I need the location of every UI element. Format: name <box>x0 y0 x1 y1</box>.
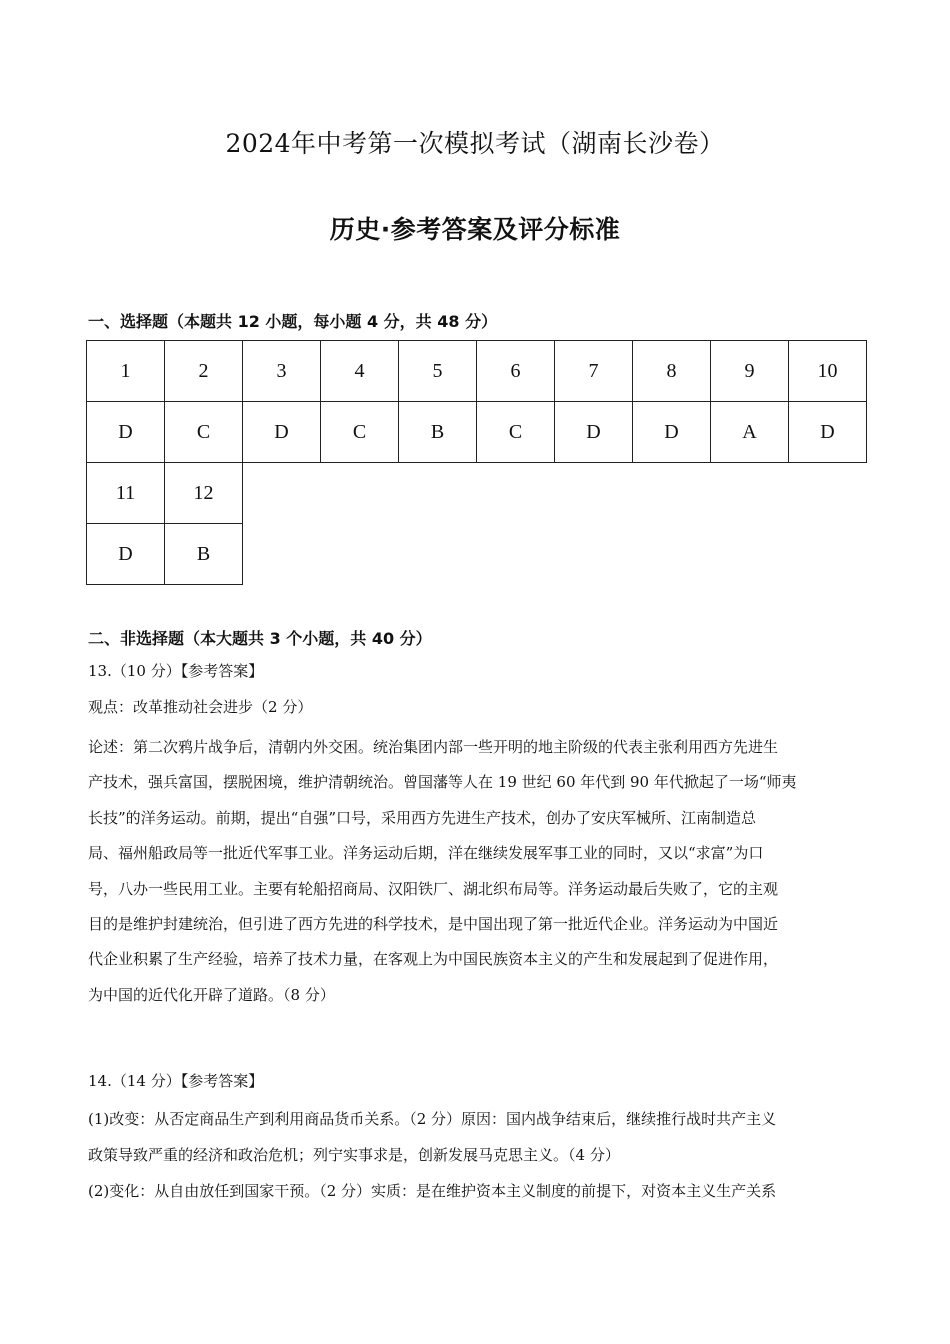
answer-cell: C <box>321 402 399 463</box>
q14-heading: 14.（14 分）【参考答案】 <box>88 1072 264 1090</box>
empty-cell <box>243 463 321 524</box>
answer-cell: D <box>87 402 165 463</box>
question-number: 4 <box>321 341 399 402</box>
empty-cell <box>321 463 399 524</box>
paragraph-line: 为中国的近代化开辟了道路。（8 分） <box>88 985 335 1004</box>
paragraph-line: 代企业积累了生产经验，培养了技术力量，在客观上为中国民族资本主义的产生和发展起到了促进作用， <box>88 950 779 969</box>
empty-cell <box>243 524 321 585</box>
section-heading-non-choice: 二、非选择题（本大题共 3 个小题，共 40 分） <box>88 629 432 648</box>
question-number: 2 <box>165 341 243 402</box>
empty-cell <box>555 524 633 585</box>
answer-cell: D <box>633 402 711 463</box>
answer-cell: C <box>477 402 555 463</box>
question-number: 10 <box>789 341 867 402</box>
empty-cell <box>711 463 789 524</box>
empty-cell <box>321 524 399 585</box>
empty-cell <box>477 524 555 585</box>
answer-cell: D <box>789 402 867 463</box>
question-number: 7 <box>555 341 633 402</box>
q14-part1 <box>88 1101 864 1173</box>
paragraph-line: 论述：第二次鸦片战争后，清朝内外交困。统治集团内部一些开明的地主阶级的代表主张利用西方先进生 <box>88 738 779 756</box>
answer-table <box>86 340 867 585</box>
answer-cell: D <box>555 402 633 463</box>
section-heading-choice: 一、选择题（本题共 12 小题，每小题 4 分，共 48 分） <box>88 312 498 331</box>
empty-cell <box>633 463 711 524</box>
table-row-numbers-1 <box>87 341 867 402</box>
empty-cell <box>789 463 867 524</box>
question-number: 9 <box>711 341 789 402</box>
question-number: 1 <box>87 341 165 402</box>
answer-cell: C <box>165 402 243 463</box>
question-number: 11 <box>87 463 165 524</box>
page-title: 2024年中考第一次模拟考试（湖南长沙卷） <box>225 129 725 158</box>
empty-cell <box>555 463 633 524</box>
empty-cell <box>399 524 477 585</box>
q13-argument <box>88 730 864 1013</box>
paragraph-line: (1)改变：从否定商品生产到利用商品货币关系。（2 分）原因：国内战争结束后，继续推行战时共产主义 <box>88 1110 777 1128</box>
table-row-answers-1 <box>87 402 867 463</box>
empty-cell <box>711 524 789 585</box>
question-number: 3 <box>243 341 321 402</box>
table-row-answers-2 <box>87 524 867 585</box>
page-subtitle: 历史·参考答案及评分标准 <box>329 215 621 244</box>
paragraph-line: 目的是维护封建统治，但引进了西方先进的科学技术，是中国出现了第一批近代企业。洋务运动为中国近 <box>88 915 779 934</box>
paragraph-line: 号，八办一些民用工业。主要有轮船招商局、汉阳铁厂、湖北织布局等。洋务运动最后失败了，它的主观 <box>88 879 779 898</box>
empty-cell <box>633 524 711 585</box>
paragraph-line: 产技术，强兵富国，摆脱困境，维护清朝统治。曾国藩等人在 19 世纪 60 年代到 90 年代掀起了一场“师夷 <box>88 773 797 792</box>
empty-cell <box>399 463 477 524</box>
answer-cell: B <box>399 402 477 463</box>
q13-view: 观点：改革推动社会进步（2 分） <box>88 698 313 716</box>
empty-cell <box>477 463 555 524</box>
q14-part2 <box>88 1173 864 1209</box>
question-number: 6 <box>477 341 555 402</box>
question-number: 8 <box>633 341 711 402</box>
answer-cell: B <box>165 524 243 585</box>
answer-cell: D <box>243 402 321 463</box>
question-number: 5 <box>399 341 477 402</box>
paragraph-line: 政策导致严重的经济和政治危机；列宁实事求是，创新发展马克思主义。（4 分） <box>88 1146 620 1164</box>
paragraph-line: (2)变化：从自由放任到国家干预。（2 分）实质：是在维护资本主义制度的前提下，对资本主义生产关系 <box>88 1182 777 1200</box>
paragraph-line: 长技”的洋务运动。前期，提出“自强”口号，采用西方先进生产技术，创办了安庆军械所、江南制造总 <box>88 808 757 827</box>
question-number: 12 <box>165 463 243 524</box>
table-row-numbers-2 <box>87 463 867 524</box>
answer-cell: D <box>87 524 165 585</box>
answer-cell: A <box>711 402 789 463</box>
paragraph-line: 局、福州船政局等一批近代军事工业。洋务运动后期，洋在继续发展军事工业的同时，又以“求富”为口 <box>88 844 764 863</box>
q13-heading: 13.（10 分）【参考答案】 <box>88 662 264 680</box>
empty-cell <box>789 524 867 585</box>
